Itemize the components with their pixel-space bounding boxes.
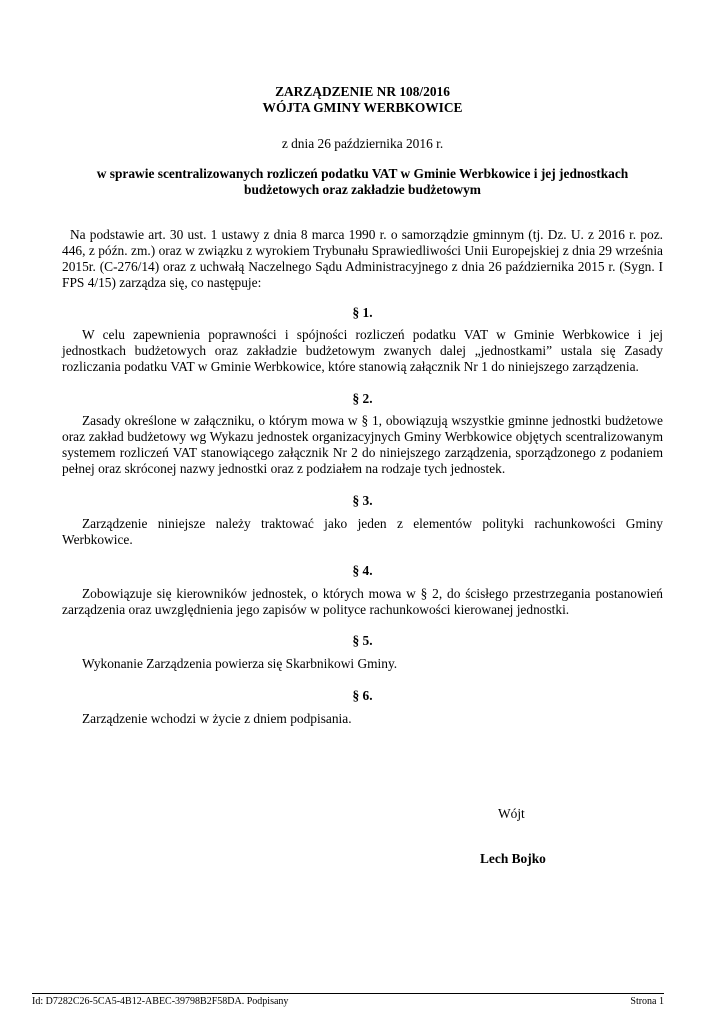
footer-document-id: Id: D7282C26-5CA5-4B12-ABEC-39798B2F58DA. Podpisany xyxy=(32,996,289,1007)
subject-line-1: w sprawie scentralizowanych rozliczeń podatku VAT w Gminie Werbkowice i jej jednostkach xyxy=(96,166,629,181)
section-2-text: Zasady określone w załączniku, o którym mowa w § 1, obowiązują wszystkie gminne jednostki budżetowe oraz zakład budżetowy wg Wykazu jednostek organizacyjnych Gminy Werbkowice objętych scentralizowanym systemem rozliczeń VAT stanowiącego załącznik Nr 2 do niniejszego zarządzenia, sporządzonego z podaniem pełnej oraz skróconej nazwy jednostki oraz z podziałem na rodzaje tych jednostek. xyxy=(62,413,663,476)
section-1-heading: § 1. xyxy=(352,305,373,320)
legal-basis-paragraph: Na podstawie art. 30 ust. 1 ustawy z dnia 8 marca 1990 r. o samorządzie gminnym (tj. Dz. U. z 2016 r. poz. 446, z późn. zm.) oraz w związku z wyrokiem Trybunału Sprawiedliwości Unii Europejskiej z dnia 29 września 2015r. (C-276/14) oraz z uchwałą Naczelnego Sądu Administracyjnego z dnia 26 października 2015 r. (Sygn. I FPS 4/15) zarządza się, co następuje: xyxy=(62,227,663,290)
document-date: z dnia 26 października 2016 r. xyxy=(281,136,444,151)
document-page xyxy=(62,0,663,1024)
section-4-heading: § 4. xyxy=(352,563,373,578)
section-4-text: Zobowiązuje się kierowników jednostek, o których mowa w § 2, do ścisłego przestrzegania postanowień zarządzenia oraz uwzględnienia jego zapisów w polityce rachunkowości kierowanej jednostki. xyxy=(62,586,663,617)
document-title xyxy=(62,84,663,116)
subject-line-2: budżetowych oraz zakładzie budżetowym xyxy=(244,182,481,197)
section-1-text: W celu zapewnienia poprawności i spójności rozliczeń podatku VAT w Gminie Werbkowice i jej jednostkach budżetowych oraz zakładzie budżetowym zwanych dalej „jednostkami” ustala się Zasady rozliczania podatku VAT w Gminie Werbkowice, które stanowią załącznik Nr 1 do niniejszego zarządzenia. xyxy=(62,327,663,374)
footer-page-number: Strona 1 xyxy=(630,996,664,1007)
document-subject xyxy=(62,166,663,198)
section-5-heading: § 5. xyxy=(352,633,373,648)
section-5-text: Wykonanie Zarządzenia powierza się Skarbnikowi Gminy. xyxy=(82,656,398,671)
title-line-1: ZARZĄDZENIE NR 108/2016 xyxy=(275,84,450,99)
title-line-2: WÓJTA GMINY WERBKOWICE xyxy=(262,100,463,115)
section-3-text: Zarządzenie niniejsze należy traktować jako jeden z elementów polityki rachunkowości Gminy Werbkowice. xyxy=(62,516,663,547)
section-3-heading: § 3. xyxy=(352,493,373,508)
footer-divider xyxy=(32,993,664,994)
signature-name: Lech Bojko xyxy=(480,851,546,866)
section-6-heading: § 6. xyxy=(352,688,373,703)
section-2-heading: § 2. xyxy=(352,391,373,406)
signature-title: Wójt xyxy=(498,806,525,821)
section-6-text: Zarządzenie wchodzi w życie z dniem podpisania. xyxy=(82,711,352,726)
